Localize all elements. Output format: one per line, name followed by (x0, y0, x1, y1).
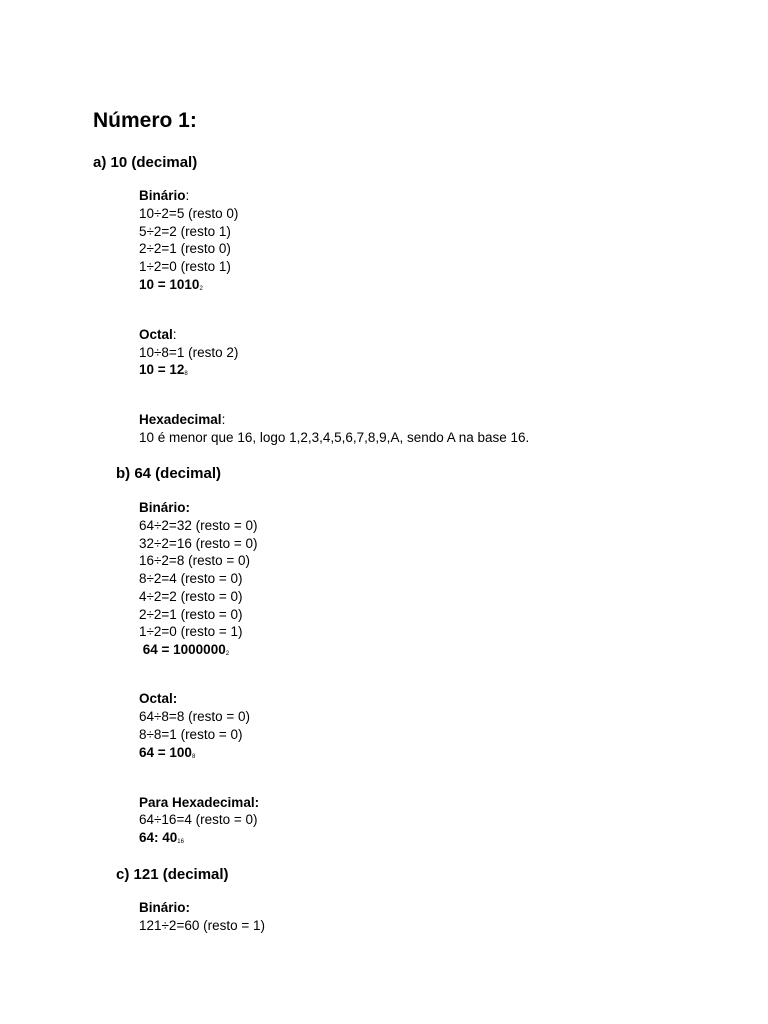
a-octal-colon: : (172, 327, 177, 342)
a-binary-result: 10 = 1010 (139, 277, 200, 292)
a-binary-step: 10÷2=5 (resto 0) (139, 206, 239, 221)
a-octal-label-line (139, 326, 177, 344)
b-binary-step: 8÷2=4 (resto = 0) (139, 571, 243, 586)
a-binary-colon: : (185, 188, 190, 203)
b-octal-step: 8÷8=1 (resto = 0) (139, 727, 243, 742)
b-binary-step: 32÷2=16 (resto = 0) (139, 536, 258, 551)
section-a-heading: a) 10 (decimal) (93, 154, 198, 171)
a-binary-step: 2÷2=1 (resto 0) (139, 241, 231, 256)
b-hex-result-line (139, 829, 184, 851)
a-octal-step: 10÷8=1 (resto 2) (139, 345, 239, 360)
a-binary-step: 5÷2=2 (resto 1) (139, 224, 231, 239)
a-octal-base: 8 (184, 371, 188, 377)
b-binary-step: 64÷2=32 (resto = 0) (139, 518, 258, 533)
b-binary-step: 16÷2=8 (resto = 0) (139, 553, 250, 568)
b-hex-base: 16 (177, 839, 184, 845)
a-hex-text: 10 é menor que 16, logo 1,2,3,4,5,6,7,8,9,A, sendo A na base 16. (139, 430, 530, 445)
b-octal-result: 64 = 100 (139, 745, 192, 760)
b-binary-step: 1÷2=0 (resto = 1) (139, 624, 243, 639)
a-hex-label-line (139, 411, 225, 429)
b-hex-step: 64÷16=4 (resto = 0) (139, 812, 258, 827)
a-binary-step: 1÷2=0 (resto 1) (139, 259, 231, 274)
section-c-heading: c) 121 (decimal) (116, 866, 229, 883)
a-octal-label: Octal (139, 327, 173, 342)
a-binary-label-line (139, 187, 189, 205)
c-binary-step: 121÷2=60 (resto = 1) (139, 918, 265, 933)
b-octal-step: 64÷8=8 (resto = 0) (139, 709, 250, 724)
b-binary-base: 2 (225, 651, 230, 657)
b-hex-label: Para Hexadecimal: (139, 795, 260, 810)
b-binary-step: 4÷2=2 (resto = 0) (139, 589, 243, 604)
b-binary-result-line (139, 641, 229, 663)
b-binary-result: 64 = 1000000 (139, 642, 226, 657)
a-hex-colon: : (221, 412, 226, 427)
page-title: Número 1: (93, 109, 197, 132)
a-hex-label: Hexadecimal (139, 412, 222, 427)
b-octal-base: 8 (191, 754, 196, 760)
section-b-heading: b) 64 (decimal) (116, 465, 222, 482)
b-binary-step: 2÷2=1 (resto = 0) (139, 607, 243, 622)
a-binary-base: 2 (199, 286, 203, 292)
a-binary-result-line (139, 276, 203, 298)
b-octal-label: Octal: (139, 691, 178, 706)
a-binary-label: Binário (139, 188, 186, 203)
b-binary-label: Binário: (139, 500, 191, 515)
b-hex-result: 64: 40 (139, 830, 178, 845)
c-binary-label: Binário: (139, 900, 191, 915)
b-octal-result-line (139, 744, 195, 766)
a-octal-result-line (139, 361, 188, 383)
a-octal-result: 10 = 12 (139, 362, 185, 377)
